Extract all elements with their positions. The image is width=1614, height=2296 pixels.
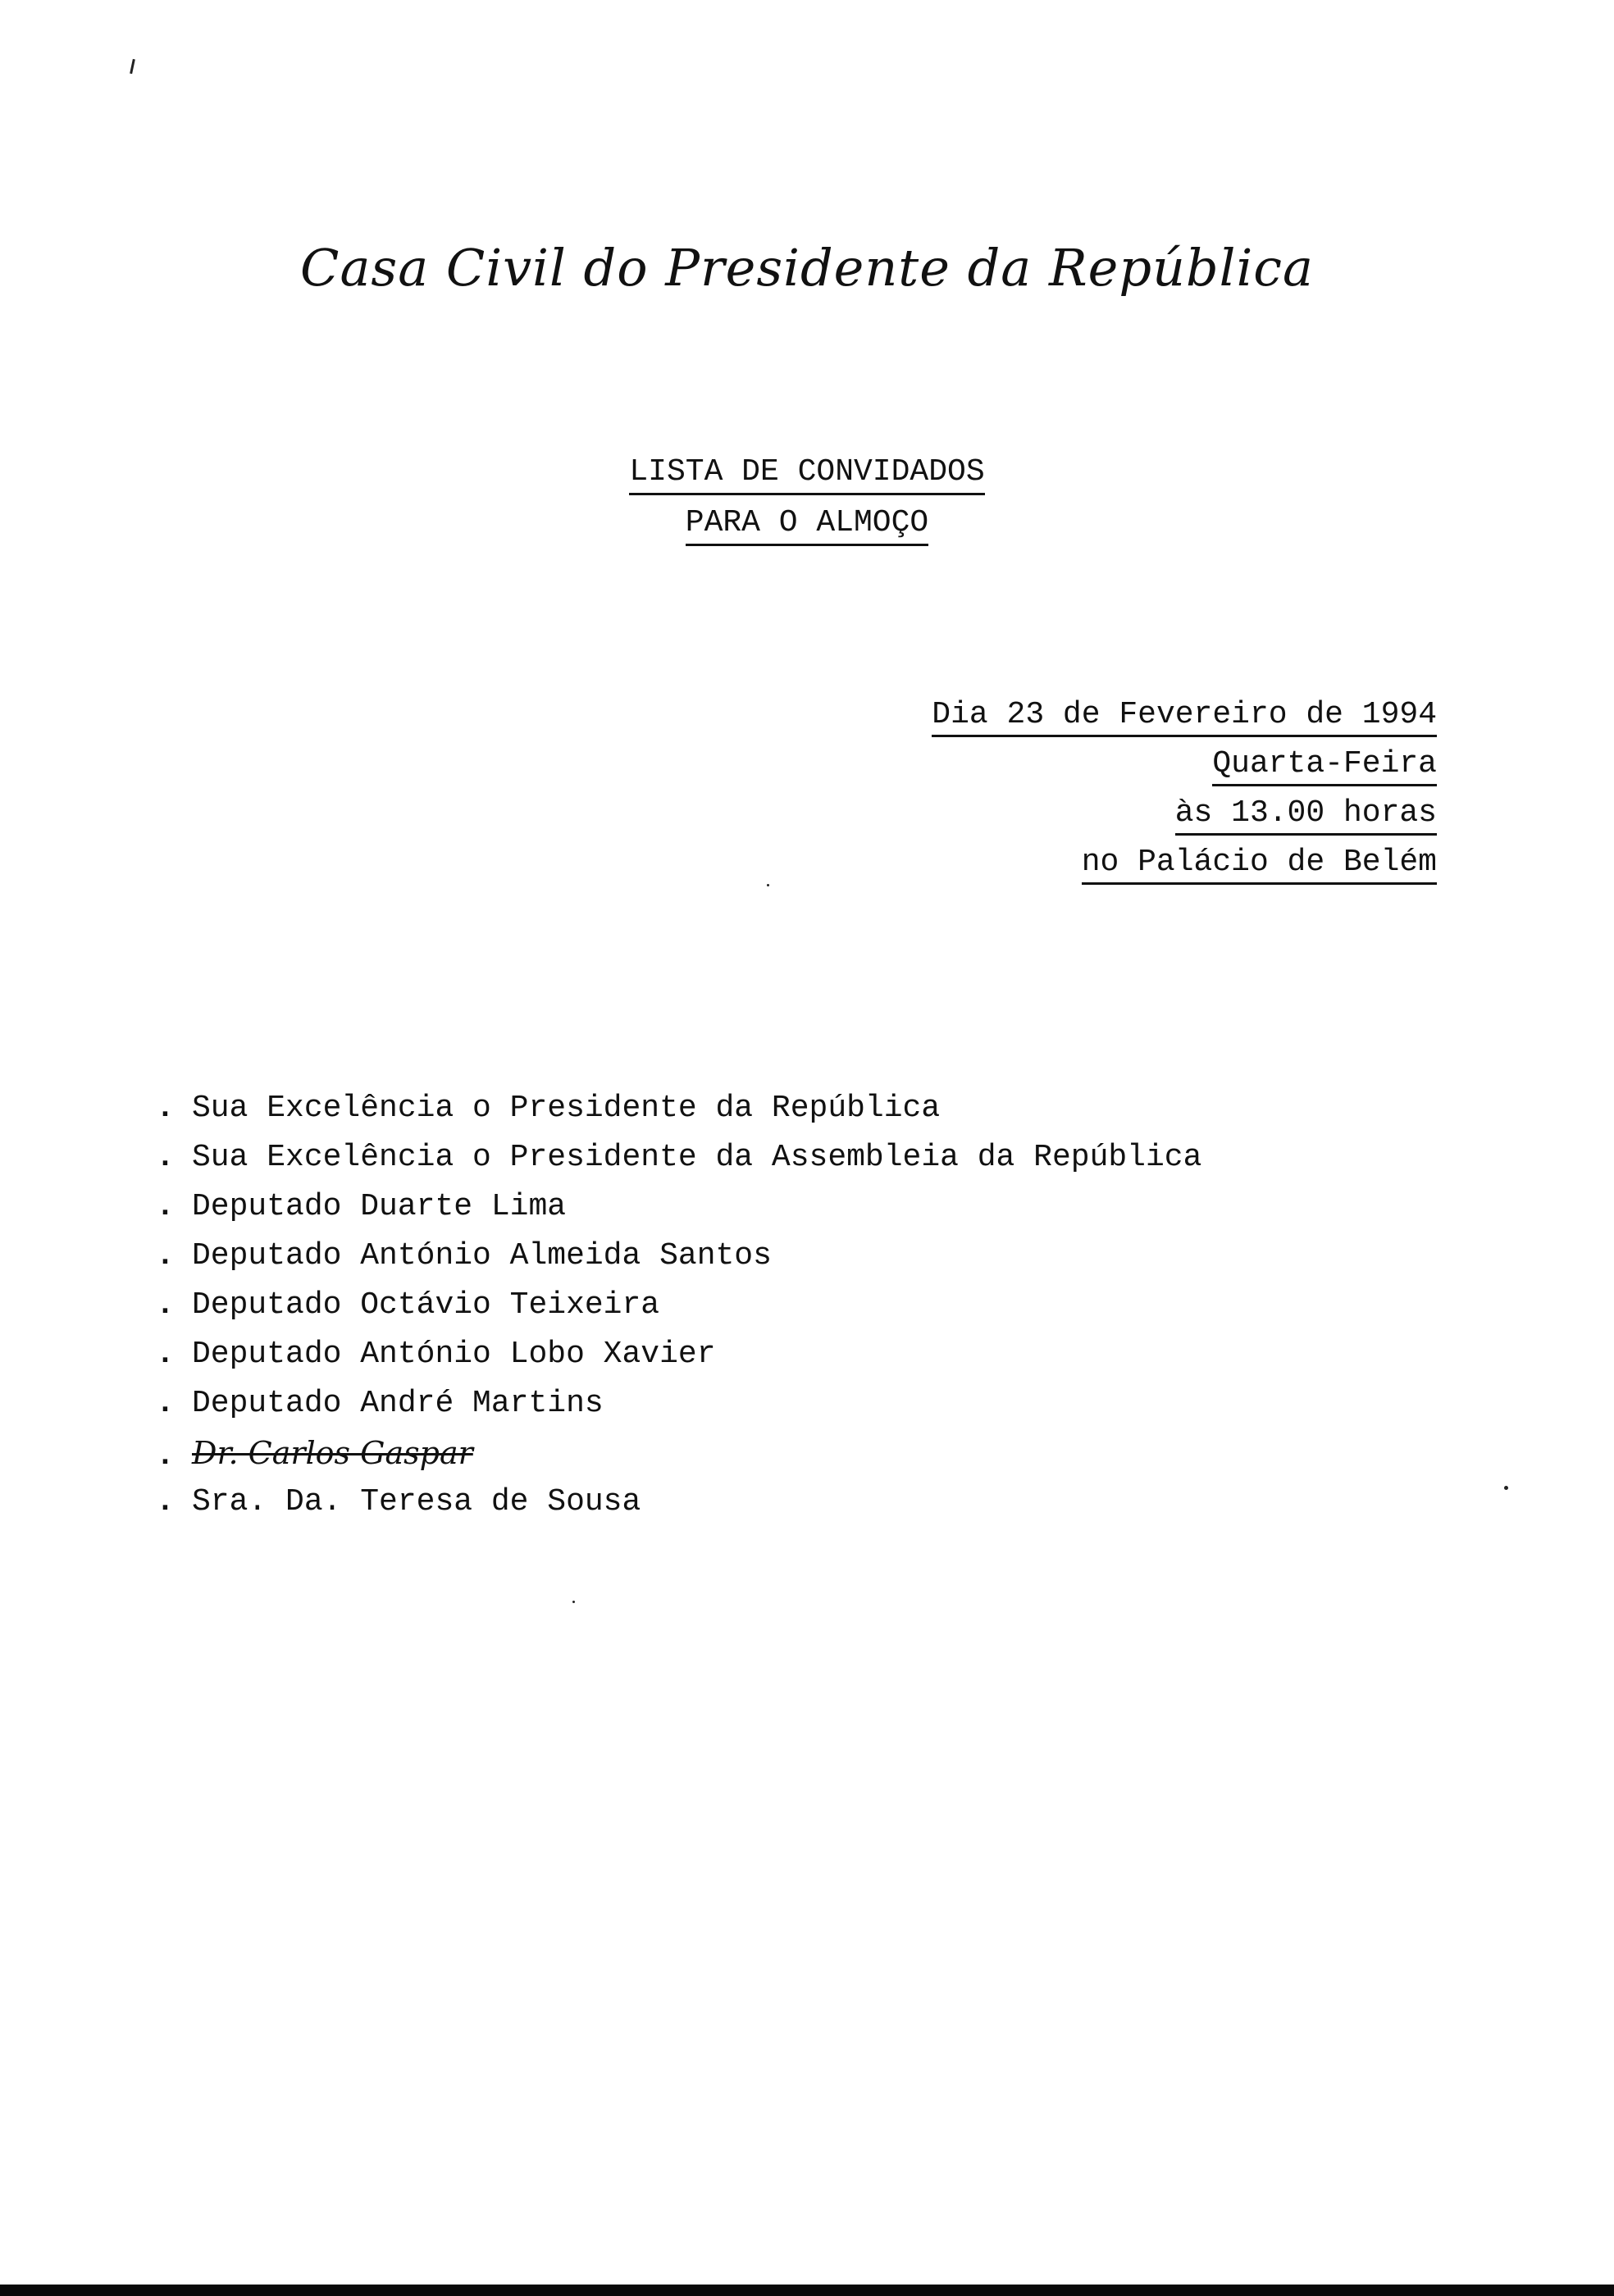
guest-item — [156, 1084, 1201, 1133]
event-time: às 13.00 horas — [1175, 795, 1437, 836]
guest-name: Sua Excelência o Presidente da República — [192, 1091, 941, 1126]
guest-name: Deputado António Lobo Xavier — [192, 1337, 716, 1372]
bullet: . — [156, 1337, 175, 1372]
guest-name: Deputado Octávio Teixeira — [192, 1287, 660, 1323]
guest-item — [156, 1379, 1201, 1428]
scan-speck — [767, 884, 769, 886]
guest-item-struck — [156, 1428, 1201, 1478]
guest-item — [156, 1133, 1201, 1182]
guest-item — [156, 1281, 1201, 1330]
guest-name: Sra. Da. Teresa de Sousa — [192, 1484, 641, 1519]
bullet: . — [156, 1140, 175, 1175]
guest-item — [156, 1478, 1201, 1527]
scan-speck — [572, 1601, 575, 1603]
guest-name: Sua Excelência o Presidente da Assembleia da República — [192, 1140, 1202, 1175]
scan-edge-bar — [0, 2285, 1614, 2296]
letterhead: Casa Civil do Presidente da República — [300, 238, 1314, 298]
title-line-1: LISTA DE CONVIDADOS — [629, 453, 984, 495]
bullet: . — [156, 1189, 175, 1224]
event-weekday: Quarta-Feira — [1212, 746, 1437, 786]
event-place: no Palácio de Belém — [1082, 845, 1437, 885]
guest-item — [156, 1182, 1201, 1232]
bullet: . — [156, 1438, 175, 1474]
document-title — [0, 447, 1614, 549]
event-date: Dia 23 de Fevereiro de 1994 — [932, 697, 1437, 737]
scan-speck — [130, 59, 135, 74]
guest-name: Deputado André Martins — [192, 1386, 604, 1421]
bullet: . — [156, 1287, 175, 1323]
scan-speck — [1504, 1486, 1508, 1490]
guest-list — [156, 1084, 1201, 1527]
guest-name: Deputado Duarte Lima — [192, 1189, 567, 1224]
bullet: . — [156, 1386, 175, 1421]
bullet: . — [156, 1238, 175, 1273]
title-line-2: PARA O ALMOÇO — [686, 504, 928, 546]
guest-item — [156, 1232, 1201, 1281]
guest-name: Deputado António Almeida Santos — [192, 1238, 772, 1273]
event-details — [932, 697, 1437, 894]
guest-item — [156, 1330, 1201, 1379]
guest-name-struck: Dr. Carlos Gaspar — [192, 1435, 473, 1471]
bullet: . — [156, 1484, 175, 1519]
bullet: . — [156, 1091, 175, 1126]
